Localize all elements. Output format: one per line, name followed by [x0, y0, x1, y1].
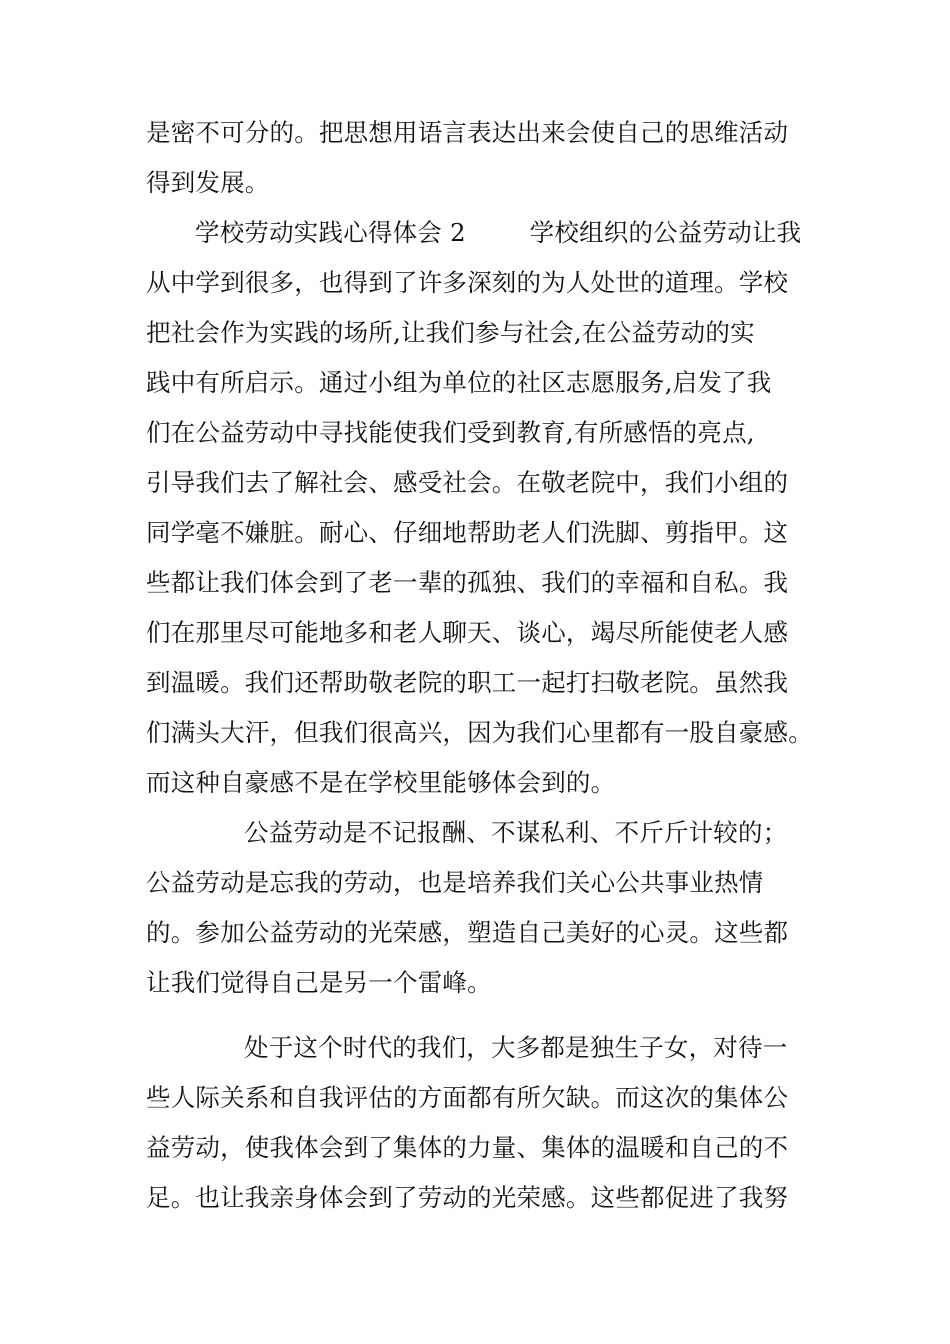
section-heading-line: 学校劳动实践心得体会 2 学校组织的公益劳动让我 [195, 218, 802, 247]
text-line-4: 从中学到很多，也得到了许多深刻的为人处世的道理。学校 [146, 268, 789, 297]
text-line-9: 同学毫不嫌脏。耐心、仔细地帮助老人们洗脚、剪指甲。这 [146, 518, 789, 547]
text-line-14: 而这种自豪感不是在学校里能够体会到的。 [146, 768, 616, 797]
text-line-13: 们满头大汗，但我们很高兴，因为我们心里都有一股自豪感。 [146, 718, 813, 747]
text-line-22: 足。也让我亲身体会到了劳动的光荣感。这些都促进了我努 [146, 1183, 789, 1212]
text-line-10: 些都让我们体会到了老一辈的孤独、我们的幸福和自私。我 [146, 568, 789, 597]
text-line-15: 公益劳动是不记报酬、不谋私利、不斤斤计较的； [244, 818, 788, 847]
text-line-20: 些人际关系和自我评估的方面都有所欠缺。而这次的集体公 [146, 1083, 789, 1112]
text-line-1: 是密不可分的。把思想用语言表达出来会使自己的思维活动 [146, 118, 789, 147]
text-line-17: 的。参加公益劳动的光荣感，塑造自己美好的心灵。这些都 [146, 918, 789, 947]
text-line-16: 公益劳动是忘我的劳动，也是培养我们关心公共事业热情 [146, 868, 764, 897]
text-line-12: 到温暖。我们还帮助敬老院的职工一起打扫敬老院。虽然我 [146, 668, 789, 697]
text-line-8: 引导我们去了解社会、感受社会。在敬老院中，我们小组的 [146, 468, 789, 497]
text-line-6: 践中有所启示。通过小组为单位的社区志愿服务,启发了我 [146, 368, 772, 397]
text-line-18: 让我们觉得自己是另一个雷峰。 [146, 968, 492, 997]
text-line-5: 把社会作为实践的场所,让我们参与社会,在公益劳动的实 [146, 318, 755, 347]
text-line-19: 处于这个时代的我们，大多都是独生子女，对待一 [244, 1033, 788, 1062]
text-line-11: 们在那里尽可能地多和老人聊天、谈心，竭尽所能使老人感 [146, 618, 789, 647]
text-line-7: 们在公益劳动中寻找能使我们受到教育,有所感悟的亮点, [146, 418, 755, 447]
text-line-2: 得到发展。 [146, 168, 270, 197]
text-line-21: 益劳动，使我体会到了集体的力量、集体的温暖和自己的不 [146, 1133, 789, 1162]
